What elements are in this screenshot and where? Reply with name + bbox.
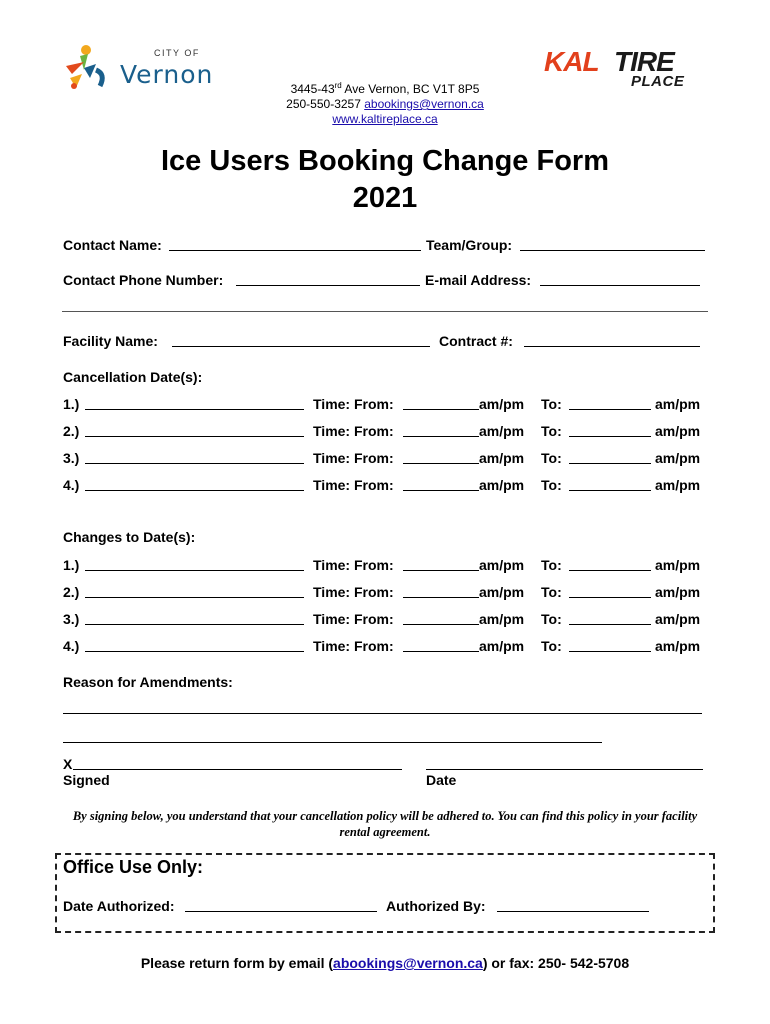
street-address bbox=[200, 78, 570, 97]
policy-note: By signing below, you understand that your cancellation policy will be adhered to. You can find this policy in your facility rental agreement. bbox=[72, 809, 698, 839]
changes-row-2-time-from-label: Time: From: bbox=[313, 584, 394, 600]
contract-number-field[interactable] bbox=[524, 333, 700, 347]
changes-row-1-number: 1.) bbox=[63, 557, 80, 573]
date-authorized-field[interactable] bbox=[185, 898, 377, 912]
changes-row-2-number: 2.) bbox=[63, 584, 80, 600]
cancellation-row-4-to-label: To: bbox=[541, 477, 562, 493]
reason-label: Reason for Amendments: bbox=[63, 674, 233, 690]
page-title bbox=[60, 143, 710, 217]
changes-row-4-to-ampm: am/pm bbox=[655, 638, 701, 654]
authorized-by-field[interactable] bbox=[497, 898, 649, 912]
contact-name-field[interactable] bbox=[169, 237, 421, 251]
address-street: Ave Vernon, BC V1T 8P5 bbox=[341, 82, 480, 96]
date-label: Date bbox=[426, 772, 457, 788]
changes-row-1-to-ampm: am/pm bbox=[655, 557, 701, 573]
city-of-text: CITY OF bbox=[154, 48, 200, 58]
changes-row-3-to-ampm: am/pm bbox=[655, 611, 701, 627]
footer-prefix: Please return form by email ( bbox=[140, 955, 334, 971]
title-line-2: 2021 bbox=[352, 182, 418, 214]
contact-line bbox=[200, 97, 570, 112]
cancellation-row-2-from-field[interactable] bbox=[403, 423, 479, 437]
authorized-by-label: Authorized By: bbox=[386, 898, 486, 914]
cancellation-row-3-to-label: To: bbox=[541, 450, 562, 466]
cancellation-row-3-from-ampm: am/pm bbox=[479, 450, 525, 466]
changes-heading: Changes to Date(s): bbox=[63, 529, 196, 545]
changes-row-2-date-field[interactable] bbox=[85, 584, 304, 598]
cancellation-row-1-number: 1.) bbox=[63, 396, 80, 412]
changes-row-1-time-from-label: Time: From: bbox=[313, 557, 394, 573]
changes-row-3-to-label: To: bbox=[541, 611, 562, 627]
website-link[interactable]: www.kaltireplace.ca bbox=[332, 112, 438, 126]
changes-row-4-from-field[interactable] bbox=[403, 638, 479, 652]
kal-wordmark: KAL bbox=[544, 46, 599, 77]
changes-row-1-to-field[interactable] bbox=[569, 557, 651, 571]
contact-name-label: Contact Name: bbox=[63, 237, 162, 253]
vernon-wordmark: Vernon bbox=[120, 60, 214, 89]
email-link[interactable]: abookings@vernon.ca bbox=[364, 97, 484, 111]
changes-row-2-from-field[interactable] bbox=[403, 584, 479, 598]
facility-name-field[interactable] bbox=[172, 333, 430, 347]
email-address-field[interactable] bbox=[540, 272, 700, 286]
cancellation-row-3-to-ampm: am/pm bbox=[655, 450, 701, 466]
cancellation-row-1-to-label: To: bbox=[541, 396, 562, 412]
tire-wordmark: TIRE bbox=[614, 46, 674, 77]
changes-row-4-from-ampm: am/pm bbox=[479, 638, 525, 654]
cancellation-row-3-time-from-label: Time: From: bbox=[313, 450, 394, 466]
cancellation-row-4-date-field[interactable] bbox=[85, 477, 304, 491]
cancellation-row-1-to-ampm: am/pm bbox=[655, 396, 701, 412]
changes-row-4-time-from-label: Time: From: bbox=[313, 638, 394, 654]
cancellation-row-3-date-field[interactable] bbox=[85, 450, 304, 464]
signature-x-mark: X bbox=[63, 756, 73, 772]
phone-number: 250-550-3257 bbox=[286, 97, 365, 111]
date-authorized-label: Date Authorized: bbox=[63, 898, 175, 914]
changes-row-2-to-field[interactable] bbox=[569, 584, 651, 598]
footer-instructions bbox=[62, 955, 708, 971]
cancellation-row-1-from-field[interactable] bbox=[403, 396, 479, 410]
cancellation-row-1-time-from-label: Time: From: bbox=[313, 396, 394, 412]
changes-row-3-from-field[interactable] bbox=[403, 611, 479, 625]
reason-line-2[interactable] bbox=[63, 729, 602, 743]
team-group-label: Team/Group: bbox=[426, 237, 513, 253]
changes-row-4-to-field[interactable] bbox=[569, 638, 651, 652]
changes-row-1-from-ampm: am/pm bbox=[479, 557, 525, 573]
cancellation-row-1-to-field[interactable] bbox=[569, 396, 651, 410]
cancellation-row-1-from-ampm: am/pm bbox=[479, 396, 525, 412]
signed-label: Signed bbox=[63, 772, 110, 788]
contact-phone-label: Contact Phone Number: bbox=[63, 272, 224, 288]
changes-row-1-to-label: To: bbox=[541, 557, 562, 573]
cancellation-row-2-from-ampm: am/pm bbox=[479, 423, 525, 439]
section-divider bbox=[62, 311, 708, 312]
footer-email-link[interactable]: abookings@vernon.ca bbox=[333, 955, 483, 971]
signature-date-field[interactable] bbox=[426, 756, 703, 770]
facility-name-label: Facility Name: bbox=[63, 333, 158, 349]
cancellation-row-2-number: 2.) bbox=[63, 423, 80, 439]
office-use-title: Office Use Only: bbox=[63, 857, 204, 877]
changes-row-3-to-field[interactable] bbox=[569, 611, 651, 625]
cancellation-row-3-number: 3.) bbox=[63, 450, 80, 466]
cancellation-row-2-to-ampm: am/pm bbox=[655, 423, 701, 439]
city-of-vernon-logo bbox=[62, 44, 222, 96]
contact-phone-field[interactable] bbox=[236, 272, 420, 286]
cancellation-row-4-to-field[interactable] bbox=[569, 477, 651, 491]
changes-row-4-number: 4.) bbox=[63, 638, 80, 654]
address-block bbox=[200, 78, 570, 127]
cancellation-row-3-from-field[interactable] bbox=[403, 450, 479, 464]
contract-number-label: Contract #: bbox=[439, 333, 513, 349]
cancellation-row-4-to-ampm: am/pm bbox=[655, 477, 701, 493]
place-wordmark: PLACE bbox=[631, 73, 685, 90]
team-group-field[interactable] bbox=[520, 237, 705, 251]
changes-row-4-date-field[interactable] bbox=[85, 638, 304, 652]
changes-row-3-number: 3.) bbox=[63, 611, 80, 627]
cancellation-row-2-to-field[interactable] bbox=[569, 423, 651, 437]
cancellation-row-2-to-label: To: bbox=[541, 423, 562, 439]
cancellation-row-2-time-from-label: Time: From: bbox=[313, 423, 394, 439]
title-line-1: Ice Users Booking Change Form bbox=[161, 145, 609, 177]
cancellation-row-4-time-from-label: Time: From: bbox=[313, 477, 394, 493]
cancellation-row-3-to-field[interactable] bbox=[569, 450, 651, 464]
changes-row-1-date-field[interactable] bbox=[85, 557, 304, 571]
signature-field[interactable] bbox=[73, 756, 402, 770]
cancellation-heading: Cancellation Date(s): bbox=[63, 369, 203, 385]
changes-row-1-from-field[interactable] bbox=[403, 557, 479, 571]
address-number: 3445-43 bbox=[290, 82, 335, 96]
changes-row-3-time-from-label: Time: From: bbox=[313, 611, 394, 627]
cancellation-row-4-from-field[interactable] bbox=[403, 477, 479, 491]
changes-row-2-to-ampm: am/pm bbox=[655, 584, 701, 600]
cancellation-row-4-number: 4.) bbox=[63, 477, 80, 493]
cancellation-row-1-date-field[interactable] bbox=[85, 396, 304, 410]
changes-row-4-to-label: To: bbox=[541, 638, 562, 654]
changes-row-3-from-ampm: am/pm bbox=[479, 611, 525, 627]
changes-row-2-to-label: To: bbox=[541, 584, 562, 600]
changes-row-2-from-ampm: am/pm bbox=[479, 584, 525, 600]
address-suffix: rd bbox=[334, 81, 342, 90]
cancellation-row-2-date-field[interactable] bbox=[85, 423, 304, 437]
email-address-label: E-mail Address: bbox=[425, 272, 532, 288]
changes-row-3-date-field[interactable] bbox=[85, 611, 304, 625]
vernon-figure-icon bbox=[62, 44, 118, 96]
cancellation-row-4-from-ampm: am/pm bbox=[479, 477, 525, 493]
reason-line-1[interactable] bbox=[63, 700, 702, 714]
footer-suffix: ) or fax: 250- 542-5708 bbox=[482, 955, 630, 971]
